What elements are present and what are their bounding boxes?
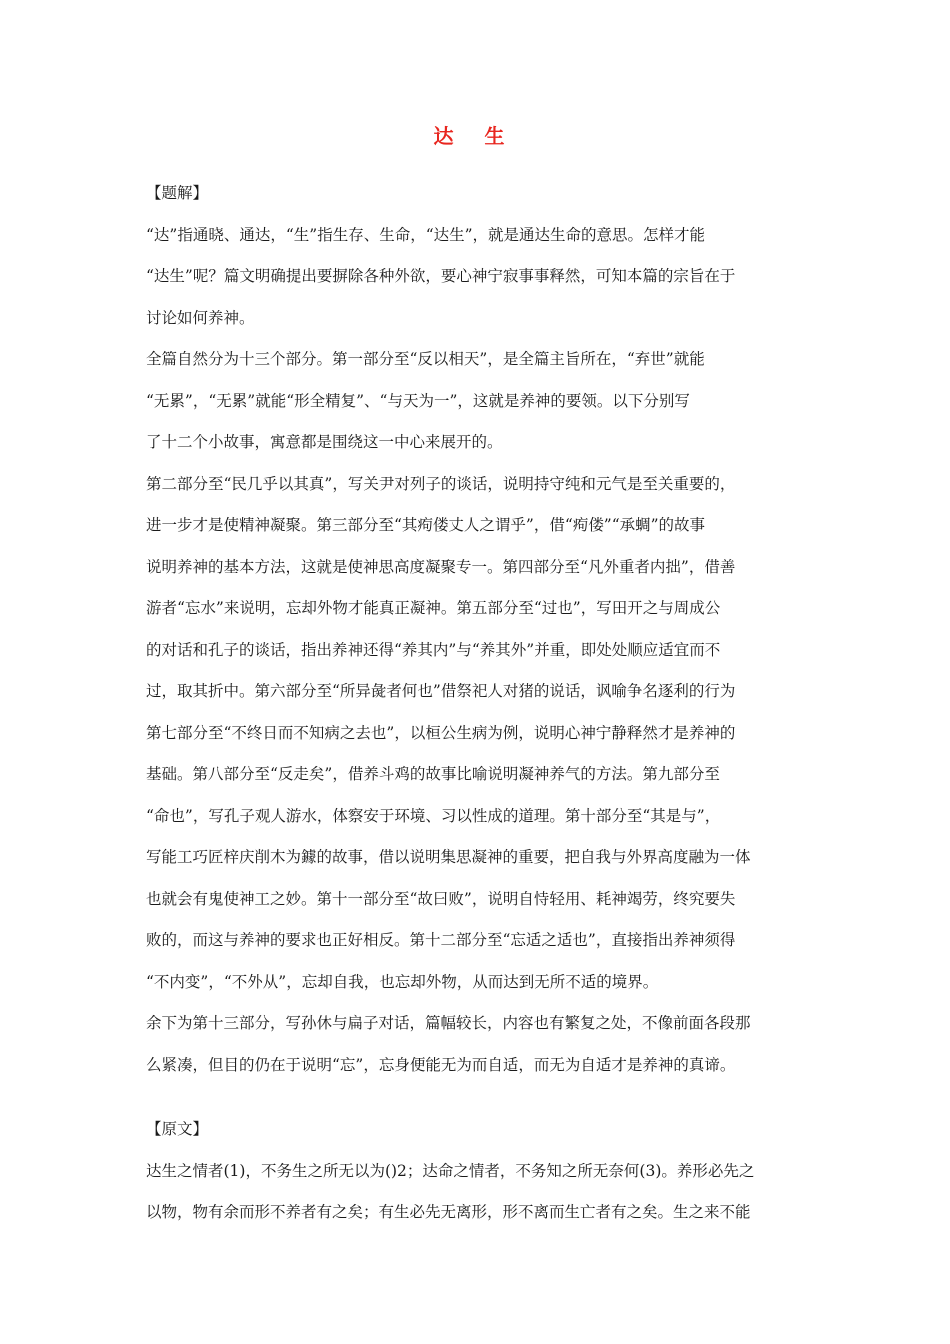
text-line: “无累”，“无累”就能“形全精复”、“与天为一”，这就是养神的要领。以下分别写 bbox=[146, 391, 690, 410]
text-line: 败的，而这与养神的要求也正好相反。第十二部分至“忘适之适也”，直接指出养神须得 bbox=[146, 931, 736, 949]
text-line: “不内变”，“不外从”，忘却自我，也忘却外物，从而达到无所不适的境界。 bbox=[146, 972, 659, 991]
text-line: 也就会有鬼使神工之妙。第十一部分至“故曰败”，说明自恃轻用、耗神竭劳，终究要失 bbox=[146, 889, 736, 908]
yuanwen-paragraphs bbox=[146, 1151, 810, 1234]
text-line: 了十二个小故事，寓意都是围绕这一中心来展开的。 bbox=[146, 433, 503, 451]
page-title: 达 生 bbox=[433, 124, 517, 148]
text-line: “达生”呢？篇文明确提出要摒除各种外欲，要心神宁寂事事释然，可知本篇的宗旨在于 bbox=[146, 267, 736, 285]
text-line: 进一步才是使精神凝聚。第三部分至“其痀偻丈人之谓乎”，借“痀偻”“承蜩”的故事 bbox=[146, 516, 706, 534]
text-line: 写能工巧匠梓庆削木为鐻的故事，借以说明集思凝神的重要，把自我与外界高度融为一体 bbox=[146, 848, 751, 866]
section-heading-tijie: 【题解】 bbox=[146, 184, 209, 202]
text-line: “命也”，写孔子观人游水，体察安于环境、习以性成的道理。第十部分至“其是与”， bbox=[146, 806, 721, 825]
text-line: 基础。第八部分至“反走矣”，借养斗鸡的故事比喻说明凝神养气的方法。第九部分至 bbox=[146, 765, 720, 783]
text-line: “达”指通晓、通达，“生”指生存、生命，“达生”，就是通达生命的意思。怎样才能 bbox=[146, 225, 706, 244]
text-line: 余下为第十三部分，写孙休与扁子对话，篇幅较长，内容也有繁复之处，不像前面各段那 bbox=[146, 1014, 751, 1032]
text-line: 游者“忘水”来说明，忘却外物才能真正凝神。第五部分至“过也”，写田开之与周成公 bbox=[146, 599, 721, 617]
tijie-paragraphs bbox=[146, 215, 810, 1087]
text-line: 达生之情者(1)，不务生之所无以为()2；达命之情者，不务知之所无奈何(3)。养形必先之 bbox=[146, 1161, 755, 1180]
text-line: 第七部分至“不终日而不知病之去也”，以桓公生病为例，说明心神宁静释然才是养神的 bbox=[146, 723, 736, 742]
section-spacer bbox=[146, 1086, 810, 1109]
text-line: 讨论如何养神。 bbox=[146, 308, 255, 327]
text-line: 第二部分至“民几乎以其真”，写关尹对列子的谈话，说明持守纯和元气是至关重要的， bbox=[146, 474, 736, 493]
text-line: 过，取其折中。第六部分至“所异彘者何也”借祭祀人对猪的说话，讽喻争名逐利的行为 bbox=[146, 682, 736, 700]
text-line: 么紧凑，但目的仍在于说明“忘”，忘身便能无为而自适，而无为自适才是养神的真谛。 bbox=[146, 1055, 736, 1074]
document-body bbox=[146, 173, 810, 1234]
text-line: 说明养神的基本方法，这就是使神思高度凝聚专一。第四部分至“凡外重者内拙”，借善 bbox=[146, 557, 736, 576]
section-heading-yuanwen: 【原文】 bbox=[146, 1120, 209, 1138]
text-line: 全篇自然分为十三个部分。第一部分至“反以相天”，是全篇主旨所在，“弃世”就能 bbox=[146, 350, 705, 368]
text-line: 以物，物有余而形不养者有之矣；有生必先无离形，形不离而生亡者有之矣。生之来不能 bbox=[146, 1203, 751, 1221]
text-line: 的对话和孔子的谈话，指出养神还得“养其内”与“养其外”并重，即处处顺应适宜而不 bbox=[146, 640, 721, 659]
